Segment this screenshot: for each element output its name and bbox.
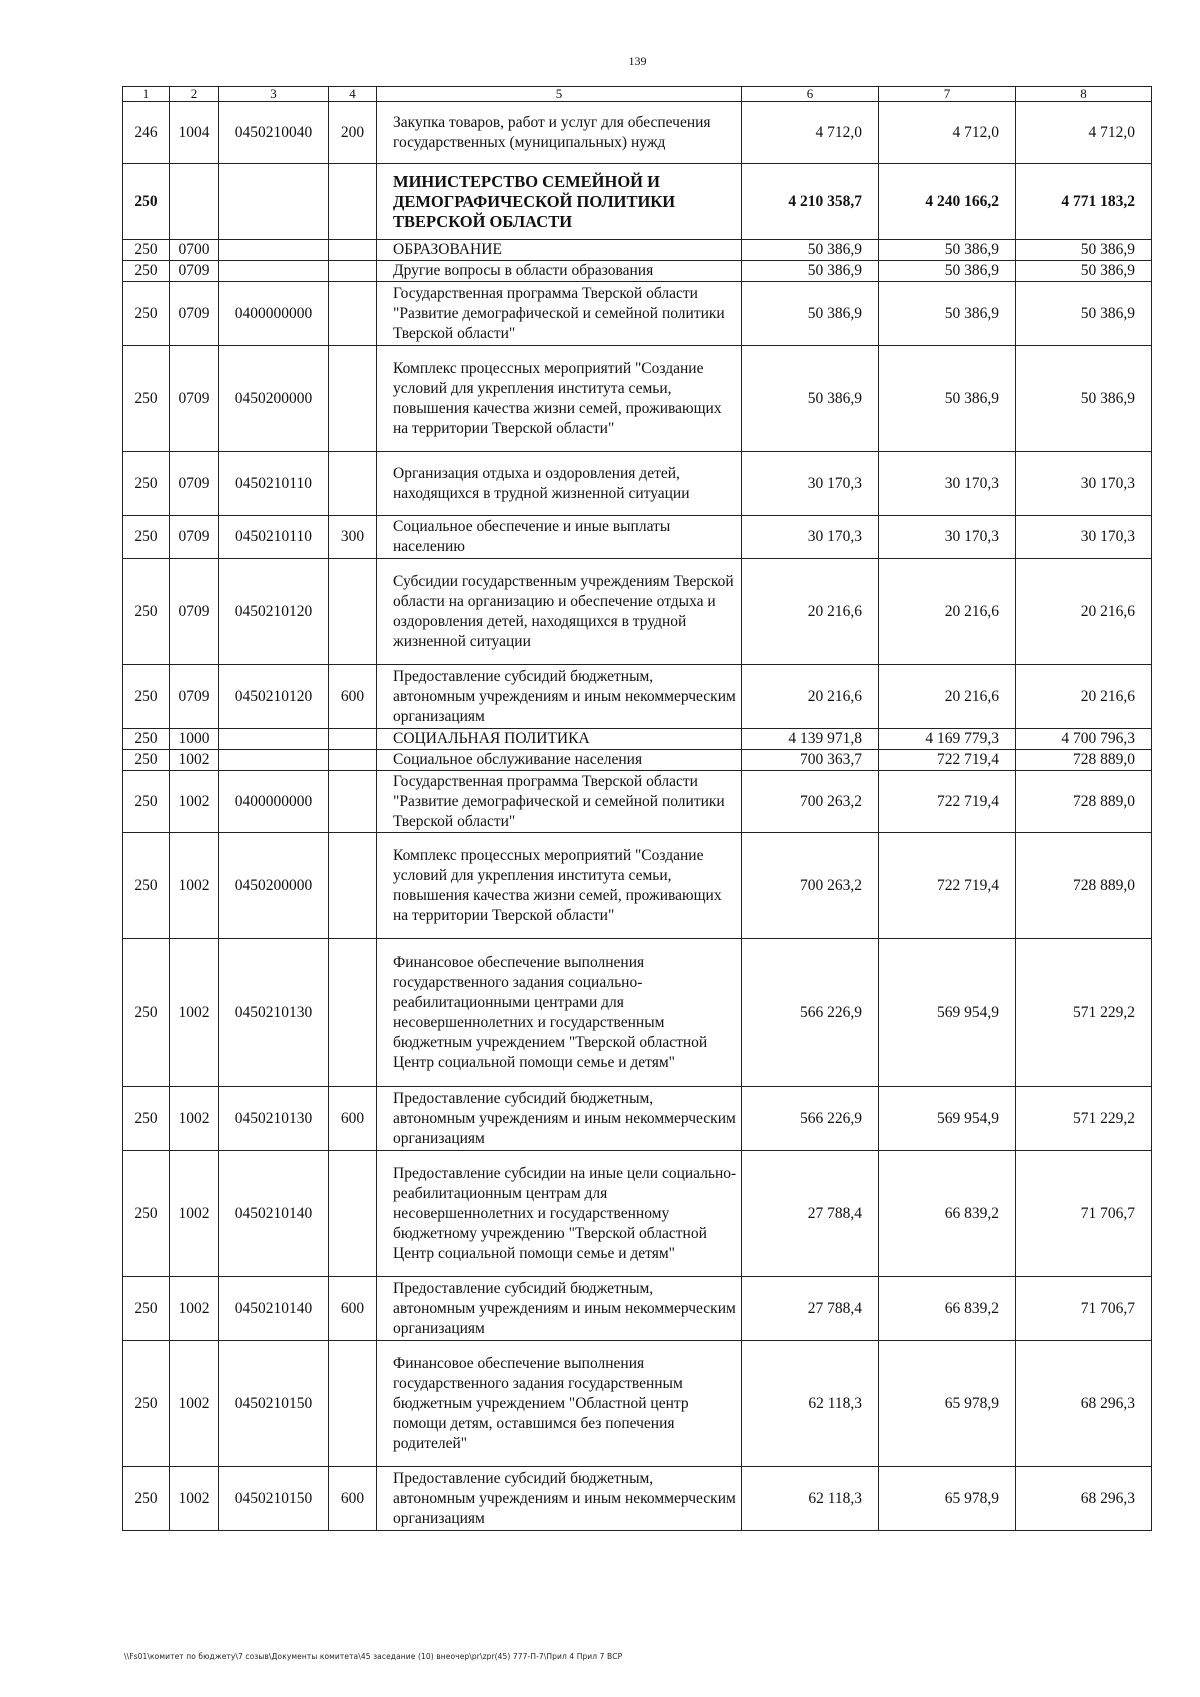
cell-amount-1: 700 363,7: [742, 750, 879, 771]
cell-expense-type: [329, 164, 377, 240]
cell-amount-3: 20 216,6: [1016, 559, 1152, 665]
header-cell: 1: [123, 87, 170, 102]
cell-name: Предоставление субсидий бюджетным, автономным учреждениям и иным некоммерческим организациям: [377, 1277, 742, 1341]
cell-code-admin: 250: [123, 833, 170, 939]
table-row: [123, 516, 1152, 559]
cell-expense-type: [329, 750, 377, 771]
cell-code-admin: 246: [123, 102, 170, 164]
cell-name: Государственная программа Тверской области "Развитие демографической и семейной политики Тверской области": [377, 282, 742, 346]
cell-amount-2: 66 839,2: [879, 1151, 1016, 1277]
cell-amount-2: 722 719,4: [879, 833, 1016, 939]
cell-amount-3: 68 296,3: [1016, 1467, 1152, 1531]
cell-target-article: 0450210110: [219, 516, 329, 559]
footer-file-path: \\Fs01\комитет по бюджету\7 созыв\Документы комитета\45 заседание (10) внеочер\pr\zpr(45) 777-П-7\Прил 4 Прил 7 ВСР: [124, 1652, 623, 1661]
cell-code-admin: 250: [123, 346, 170, 452]
page-number: 139: [628, 54, 647, 68]
cell-amount-3: 571 229,2: [1016, 1087, 1152, 1151]
cell-name: Предоставление субсидии на иные цели социально-реабилитационным центрам для несовершеннолетних и государственному бюджетному учреждению "Тверской областной Центр социальной помощи семье и детям": [377, 1151, 742, 1277]
cell-target-article: 0450200000: [219, 346, 329, 452]
cell-amount-3: 50 386,9: [1016, 282, 1152, 346]
cell-expense-type: [329, 1151, 377, 1277]
cell-target-article: 0450210120: [219, 665, 329, 729]
cell-target-article: 0450210140: [219, 1151, 329, 1277]
cell-amount-2: 722 719,4: [879, 771, 1016, 833]
header-cell: 7: [879, 87, 1016, 102]
cell-amount-2: 50 386,9: [879, 346, 1016, 452]
cell-section: 0709: [170, 346, 219, 452]
cell-name: Организация отдыха и оздоровления детей, находящихся в трудной жизненной ситуации: [377, 452, 742, 516]
cell-name: Закупка товаров, работ и услуг для обеспечения государственных (муниципальных) нужд: [377, 102, 742, 164]
cell-amount-3: 68 296,3: [1016, 1341, 1152, 1467]
header-cell: 5: [377, 87, 742, 102]
cell-amount-3: 571 229,2: [1016, 939, 1152, 1087]
cell-target-article: 0450200000: [219, 833, 329, 939]
table-row: [123, 750, 1152, 771]
cell-expense-type: [329, 939, 377, 1087]
cell-expense-type: [329, 559, 377, 665]
cell-section: 0709: [170, 261, 219, 282]
cell-expense-type: [329, 346, 377, 452]
budget-table: [122, 86, 1152, 1531]
cell-code-admin: 250: [123, 282, 170, 346]
cell-section: 0700: [170, 240, 219, 261]
cell-section: 1002: [170, 1467, 219, 1531]
cell-target-article: 0450210150: [219, 1341, 329, 1467]
cell-amount-1: 62 118,3: [742, 1341, 879, 1467]
cell-amount-3: 50 386,9: [1016, 261, 1152, 282]
cell-amount-1: 50 386,9: [742, 261, 879, 282]
cell-amount-1: 20 216,6: [742, 559, 879, 665]
cell-name: Комплекс процессных мероприятий "Создание условий для укрепления института семьи, повышения качества жизни семей, проживающих на территории Тверской области": [377, 346, 742, 452]
cell-code-admin: 250: [123, 1341, 170, 1467]
cell-amount-3: 728 889,0: [1016, 750, 1152, 771]
table-row: [123, 1467, 1152, 1531]
cell-code-admin: 250: [123, 516, 170, 559]
cell-amount-1: 700 263,2: [742, 771, 879, 833]
cell-amount-2: 569 954,9: [879, 939, 1016, 1087]
cell-target-article: [219, 750, 329, 771]
cell-code-admin: 250: [123, 729, 170, 750]
cell-name: СОЦИАЛЬНАЯ ПОЛИТИКА: [377, 729, 742, 750]
header-cell: 6: [742, 87, 879, 102]
cell-code-admin: 250: [123, 1151, 170, 1277]
cell-amount-2: 30 170,3: [879, 516, 1016, 559]
cell-amount-2: 20 216,6: [879, 665, 1016, 729]
cell-name: Другие вопросы в области образования: [377, 261, 742, 282]
cell-amount-2: 722 719,4: [879, 750, 1016, 771]
cell-section: 0709: [170, 282, 219, 346]
cell-amount-2: 4 240 166,2: [879, 164, 1016, 240]
cell-amount-1: 20 216,6: [742, 665, 879, 729]
cell-code-admin: 250: [123, 559, 170, 665]
table-row: [123, 240, 1152, 261]
cell-target-article: 0450210150: [219, 1467, 329, 1531]
table-row: [123, 833, 1152, 939]
cell-code-admin: 250: [123, 665, 170, 729]
cell-section: 0709: [170, 665, 219, 729]
cell-amount-3: 4 700 796,3: [1016, 729, 1152, 750]
cell-name: Предоставление субсидий бюджетным, автономным учреждениям и иным некоммерческим организациям: [377, 1467, 742, 1531]
cell-code-admin: 250: [123, 261, 170, 282]
cell-expense-type: [329, 240, 377, 261]
cell-amount-2: 20 216,6: [879, 559, 1016, 665]
cell-name: Социальное обеспечение и иные выплаты населению: [377, 516, 742, 559]
cell-target-article: 0450210120: [219, 559, 329, 665]
cell-amount-3: 728 889,0: [1016, 833, 1152, 939]
cell-expense-type: [329, 282, 377, 346]
cell-target-article: [219, 164, 329, 240]
cell-expense-type: [329, 1341, 377, 1467]
cell-name: Предоставление субсидий бюджетным, автономным учреждениям и иным некоммерческим организациям: [377, 1087, 742, 1151]
cell-target-article: 0400000000: [219, 771, 329, 833]
cell-expense-type: 600: [329, 1277, 377, 1341]
cell-target-article: 0450210130: [219, 939, 329, 1087]
table-row: [123, 164, 1152, 240]
cell-section: 0709: [170, 559, 219, 665]
cell-amount-2: 50 386,9: [879, 282, 1016, 346]
table-row: [123, 1087, 1152, 1151]
cell-amount-3: 71 706,7: [1016, 1151, 1152, 1277]
cell-name: Комплекс процессных мероприятий "Создание условий для укрепления института семьи, повышения качества жизни семей, проживающих на территории Тверской области": [377, 833, 742, 939]
cell-amount-3: 71 706,7: [1016, 1277, 1152, 1341]
cell-target-article: [219, 261, 329, 282]
cell-expense-type: 200: [329, 102, 377, 164]
cell-section: 0709: [170, 452, 219, 516]
cell-name: Социальное обслуживание населения: [377, 750, 742, 771]
cell-target-article: 0450210130: [219, 1087, 329, 1151]
cell-code-admin: 250: [123, 164, 170, 240]
cell-section: 1002: [170, 833, 219, 939]
cell-amount-1: 566 226,9: [742, 1087, 879, 1151]
cell-expense-type: [329, 261, 377, 282]
cell-code-admin: 250: [123, 1277, 170, 1341]
header-cell: 8: [1016, 87, 1152, 102]
cell-amount-1: 62 118,3: [742, 1467, 879, 1531]
cell-amount-2: 30 170,3: [879, 452, 1016, 516]
table-row: [123, 261, 1152, 282]
cell-amount-1: 4 210 358,7: [742, 164, 879, 240]
cell-section: 1002: [170, 1277, 219, 1341]
table-row: [123, 665, 1152, 729]
cell-amount-1: 4 139 971,8: [742, 729, 879, 750]
cell-amount-3: 50 386,9: [1016, 346, 1152, 452]
table-row: [123, 1277, 1152, 1341]
cell-amount-1: 50 386,9: [742, 282, 879, 346]
cell-expense-type: 600: [329, 665, 377, 729]
cell-expense-type: [329, 729, 377, 750]
table-row: [123, 1341, 1152, 1467]
cell-amount-1: 50 386,9: [742, 346, 879, 452]
cell-amount-1: 27 788,4: [742, 1151, 879, 1277]
cell-target-article: [219, 729, 329, 750]
cell-section: 1002: [170, 1087, 219, 1151]
cell-code-admin: 250: [123, 750, 170, 771]
cell-amount-3: 728 889,0: [1016, 771, 1152, 833]
cell-code-admin: 250: [123, 240, 170, 261]
cell-name: Предоставление субсидий бюджетным, автономным учреждениям и иным некоммерческим организациям: [377, 665, 742, 729]
cell-amount-1: 30 170,3: [742, 452, 879, 516]
cell-expense-type: 300: [329, 516, 377, 559]
cell-amount-1: 700 263,2: [742, 833, 879, 939]
cell-section: 1004: [170, 102, 219, 164]
table-row: [123, 729, 1152, 750]
cell-section: 1002: [170, 771, 219, 833]
table-row: [123, 771, 1152, 833]
cell-name: Субсидии государственным учреждениям Тверской области на организацию и обеспечение отдыха и оздоровления детей, находящихся в трудной жизненной ситуации: [377, 559, 742, 665]
table-row: [123, 102, 1152, 164]
cell-section: 0709: [170, 516, 219, 559]
cell-target-article: 0450210040: [219, 102, 329, 164]
cell-amount-3: 4 771 183,2: [1016, 164, 1152, 240]
table-row: [123, 282, 1152, 346]
table-row: [123, 452, 1152, 516]
cell-expense-type: [329, 771, 377, 833]
table-row: [123, 939, 1152, 1087]
cell-amount-3: 30 170,3: [1016, 452, 1152, 516]
cell-amount-2: 66 839,2: [879, 1277, 1016, 1341]
cell-amount-2: 4 169 779,3: [879, 729, 1016, 750]
cell-name: Финансовое обеспечение выполнения государственного задания социально-реабилитационными центрами для несовершеннолетних и государственным бюджетным учреждением "Тверской областной Центр социальной помощи семье и детям": [377, 939, 742, 1087]
cell-target-article: 0450210110: [219, 452, 329, 516]
cell-amount-1: 30 170,3: [742, 516, 879, 559]
cell-amount-3: 4 712,0: [1016, 102, 1152, 164]
cell-amount-1: 50 386,9: [742, 240, 879, 261]
table-row: [123, 1151, 1152, 1277]
cell-target-article: 0400000000: [219, 282, 329, 346]
table-row: [123, 559, 1152, 665]
cell-name: МИНИСТЕРСТВО СЕМЕЙНОЙ И ДЕМОГРАФИЧЕСКОЙ ПОЛИТИКИ ТВЕРСКОЙ ОБЛАСТИ: [377, 164, 742, 240]
cell-code-admin: 250: [123, 771, 170, 833]
cell-amount-2: 4 712,0: [879, 102, 1016, 164]
cell-amount-2: 569 954,9: [879, 1087, 1016, 1151]
cell-amount-2: 65 978,9: [879, 1467, 1016, 1531]
header-cell: 2: [170, 87, 219, 102]
cell-section: 1002: [170, 750, 219, 771]
header-cell: 4: [329, 87, 377, 102]
cell-expense-type: 600: [329, 1087, 377, 1151]
cell-section: [170, 164, 219, 240]
cell-code-admin: 250: [123, 1467, 170, 1531]
cell-amount-1: 27 788,4: [742, 1277, 879, 1341]
cell-section: 1002: [170, 939, 219, 1087]
cell-code-admin: 250: [123, 452, 170, 516]
cell-target-article: [219, 240, 329, 261]
table-row: [123, 346, 1152, 452]
header-row: [123, 87, 1152, 102]
header-cell: 3: [219, 87, 329, 102]
cell-amount-2: 65 978,9: [879, 1341, 1016, 1467]
cell-amount-2: 50 386,9: [879, 240, 1016, 261]
cell-code-admin: 250: [123, 939, 170, 1087]
cell-expense-type: 600: [329, 1467, 377, 1531]
cell-amount-3: 50 386,9: [1016, 240, 1152, 261]
cell-expense-type: [329, 452, 377, 516]
cell-amount-1: 566 226,9: [742, 939, 879, 1087]
cell-amount-1: 4 712,0: [742, 102, 879, 164]
cell-expense-type: [329, 833, 377, 939]
cell-section: 1000: [170, 729, 219, 750]
cell-code-admin: 250: [123, 1087, 170, 1151]
cell-amount-3: 20 216,6: [1016, 665, 1152, 729]
cell-section: 1002: [170, 1341, 219, 1467]
cell-amount-3: 30 170,3: [1016, 516, 1152, 559]
cell-name: ОБРАЗОВАНИЕ: [377, 240, 742, 261]
cell-name: Государственная программа Тверской области "Развитие демографической и семейной политики Тверской области": [377, 771, 742, 833]
cell-section: 1002: [170, 1151, 219, 1277]
cell-target-article: 0450210140: [219, 1277, 329, 1341]
cell-name: Финансовое обеспечение выполнения государственного задания государственным бюджетным учреждением "Областной центр помощи детям, оставшимся без попечения родителей": [377, 1341, 742, 1467]
cell-amount-2: 50 386,9: [879, 261, 1016, 282]
